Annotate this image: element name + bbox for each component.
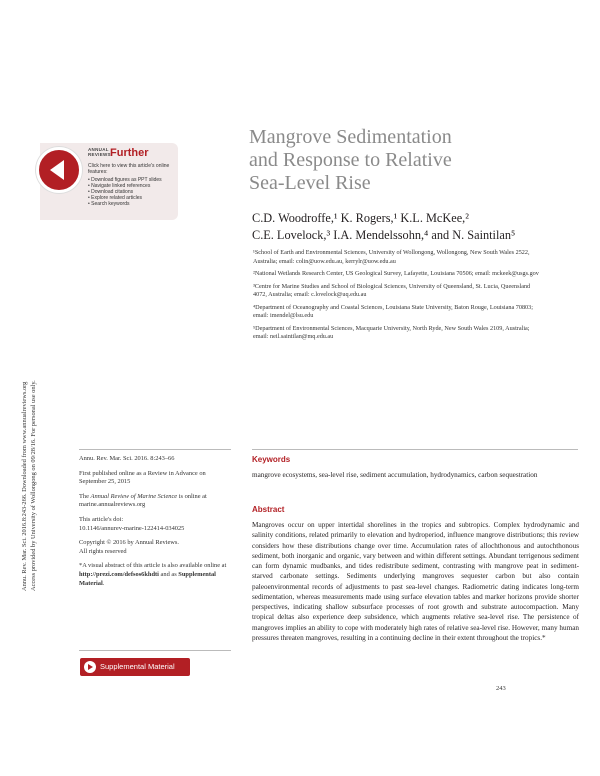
title-line: Sea-Level Rise (249, 172, 371, 194)
citation: Annu. Rev. Mar. Sci. 2016. 8:243–66 (79, 455, 175, 462)
abstract-heading: Abstract (252, 505, 285, 514)
affiliation: ³Centre for Marine Studies and School of Biological Sciences, University of Queensland, St. Lucia, Queensland 4072, Australia; email: c.lovelock@uq.edu.au (253, 282, 531, 298)
further-item[interactable]: • Search keywords (88, 201, 162, 207)
supplemental-material-button[interactable] (80, 658, 190, 676)
affiliation: ⁵Department of Environmental Sciences, Macquarie University, North Ryde, New South Wales 2109, Australia; email: neil.saintilan@mq.edu.au (253, 324, 530, 340)
title-line: Mangrove Sedimentation (249, 126, 452, 148)
journal-online: The Annual Review of Marine Science is online at marine.annualreviews.org (79, 492, 207, 509)
affiliation: ²National Wetlands Research Center, US Geological Survey, Lafayette, Louisiana 70506; email: mckeek@usgs.gov (253, 270, 539, 277)
copyright: Copyright © 2016 by Annual Reviews. All rights reserved (79, 539, 179, 555)
article-metadata (79, 455, 229, 594)
further-subtitle[interactable]: Click here to view this article's online features: (88, 163, 170, 175)
doi-label: This article's doi: (79, 515, 124, 523)
title-line: and Response to Relative (249, 149, 452, 171)
divider (252, 449, 578, 450)
annual-reviews-logo: ANNUAL REVIEWS (88, 147, 111, 157)
further-item[interactable]: • Download figures as PPT slides (88, 177, 162, 183)
keywords-heading: Keywords (252, 455, 291, 464)
affiliation: ⁴Department of Oceanography and Coastal Sciences, Louisiana State University, Baton Rouge, Louisiana 70803; email: imendel@lsu.edu (253, 303, 533, 319)
download-note (20, 231, 78, 591)
further-box[interactable] (40, 143, 178, 220)
divider (79, 449, 231, 450)
authors-line-2: C.E. Lovelock,³ I.A. Mendelssohn,⁴ and N. Saintilan⁵ (252, 228, 516, 242)
abstract-text: Mangroves occur on upper intertidal shorelines in the tropics and subtropics. Complex hydrodynamic and salinity conditions, related primarily to elevation and hydroperiod, influence mangrove distributions; this review considers how these distributions change over time. Accumulation rates of allochthonous and autochthonous sediment, both inorganic and organic, vary between and within different settings. Abundant terrigenous sediment can form dynamic mudbanks, and tides redistribute sediment, contrasting with mangrove peat in sediment-starved carbonate settings. Sediments underlying mangroves sequester carbon but also contain paleoenvironmental records of adjustments to past sea-level changes. Radiometric dating indicates long-term sedimentation, whereas measurements made using surface elevation tables and marker horizons provide shorter perspectives, indicating shallow subsurface processes of root growth and substrate autocompaction. Many tropical deltas also experience deep subsidence, which augments relative sea-level rise. The persistence of mangroves implies an ability to cope with moderately high rates of relative sea-level rise. However, many human pressures threaten mangroves, resulting in a continuing decline in their extent throughout the tropics.* (252, 521, 579, 642)
supplemental-link[interactable]: Supplemental Material (79, 570, 216, 587)
further-arrow-icon[interactable] (36, 147, 82, 193)
keywords-text: mangrove ecosystems, sea-level rise, sediment accumulation, hydrodynamics, carbon sequestration (252, 471, 538, 479)
doi-link[interactable]: 10.1146/annurev-marine-122414-034025 (79, 524, 185, 532)
play-icon (84, 661, 96, 673)
affiliations (253, 249, 543, 346)
further-feature-list (88, 177, 162, 207)
further-item[interactable]: • Navigate linked references (88, 183, 162, 189)
article-title (249, 126, 569, 195)
first-published: First published online as a Review in Advance on September 25, 2015 (79, 469, 206, 486)
download-note-line-1: Annu. Rev. Mar. Sci. 2016.8:243-266. Downloaded from www.annualreviews.org (21, 381, 28, 591)
further-item[interactable]: • Explore related articles (88, 195, 162, 201)
journal-name: Annual Review of Marine Science (90, 492, 178, 500)
visual-abstract-note: *A visual abstract of this article is also available online at http://prezi.com/defsos6khdti and as Supplemental Material. (79, 562, 227, 587)
supplemental-label: Supplemental Material (100, 662, 175, 671)
prezi-link[interactable]: http://prezi.com/defsos6khdti (79, 570, 159, 578)
further-item[interactable]: • Download citations (88, 189, 162, 195)
further-title: Further (110, 147, 149, 159)
affiliation: ¹School of Earth and Environmental Sciences, University of Wollongong, Wollongong, New South Wales 2522, Australia; email: colin@uow.edu.au, kerrylr@uow.edu.au (253, 249, 530, 265)
doi-block (79, 516, 229, 533)
authors-line-1: C.D. Woodroffe,¹ K. Rogers,¹ K.L. McKee,² (252, 211, 469, 225)
divider (79, 650, 231, 651)
page-number: 243 (496, 685, 506, 692)
author-list (252, 210, 582, 244)
download-note-line-2: Access provided by University of Wollongong on 09/28/16. For personal use only. (30, 380, 37, 591)
